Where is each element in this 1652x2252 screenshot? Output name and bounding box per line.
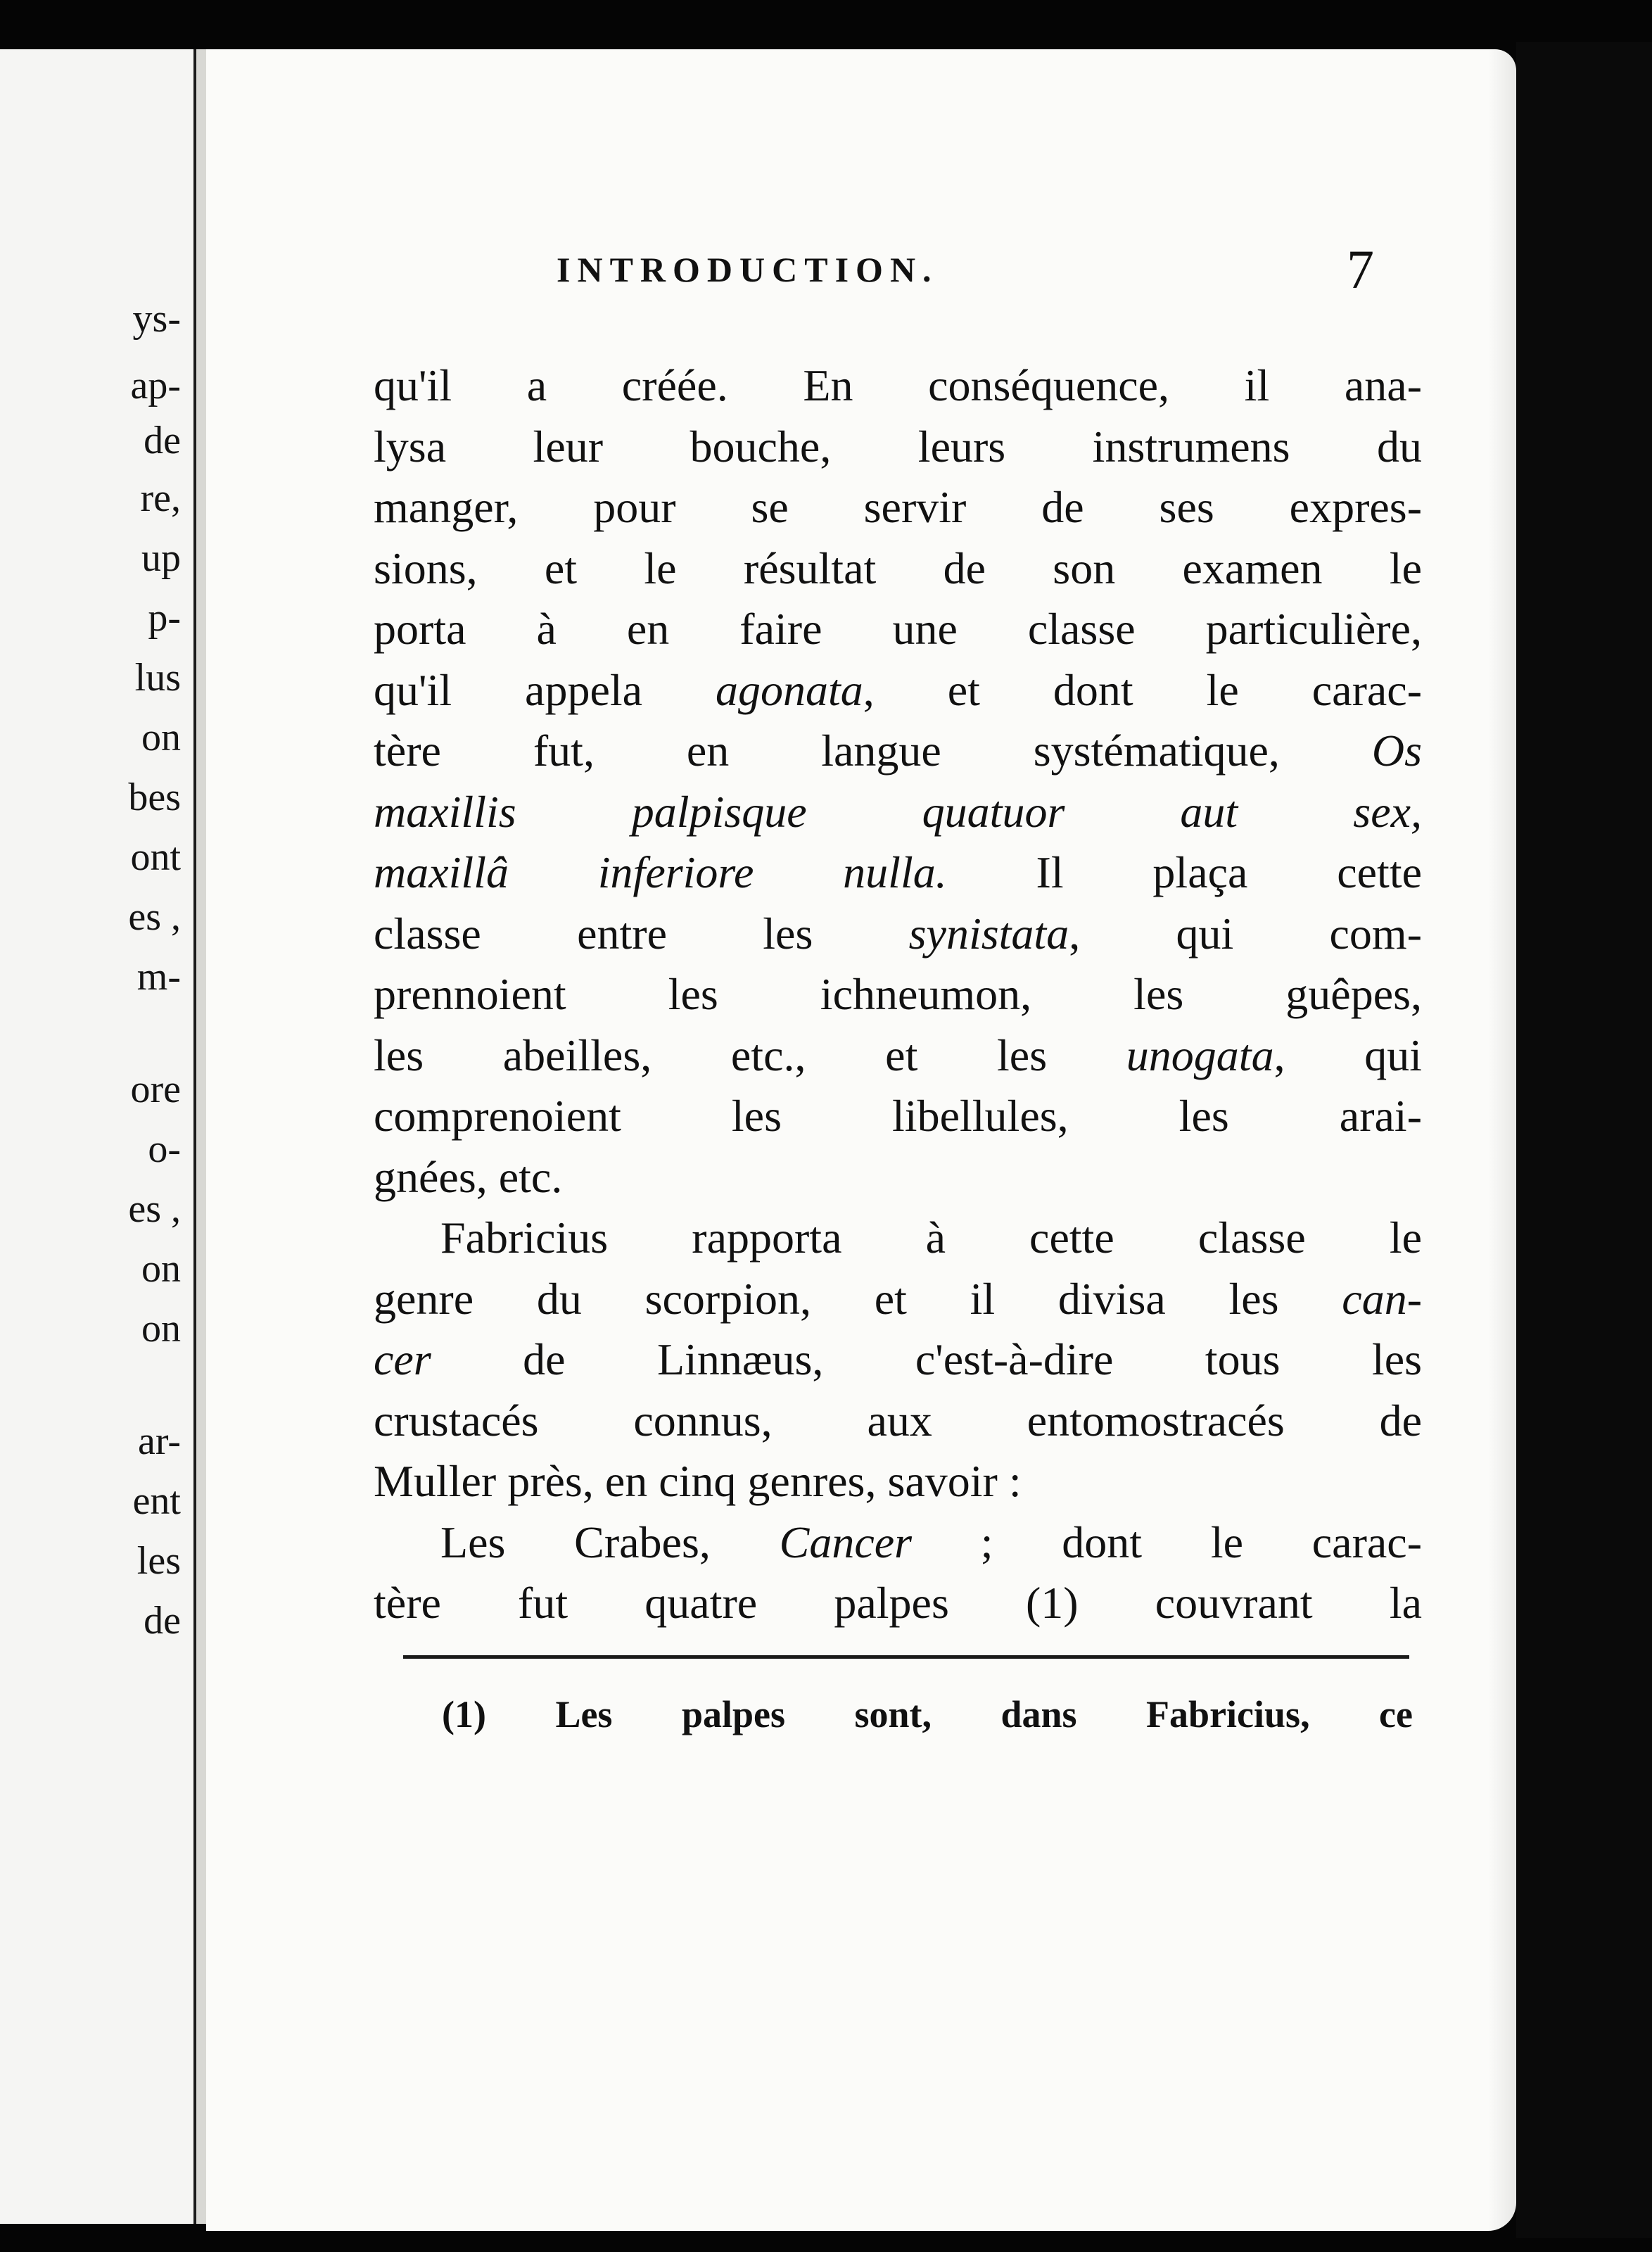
- left-margin-fragment: ont: [130, 835, 181, 879]
- text-segment: , qui: [1273, 1030, 1423, 1080]
- left-margin-fragment: ar-: [137, 1419, 181, 1463]
- text-line: [374, 1025, 1422, 1087]
- left-margin-fragment: les: [136, 1539, 181, 1583]
- page-edge-shadow: [1516, 42, 1652, 2238]
- text-line: [374, 538, 1422, 600]
- text-line: [374, 782, 1422, 843]
- italic-text: cer: [374, 1334, 431, 1384]
- footnote-rule: [403, 1655, 1409, 1659]
- text-line: [374, 964, 1422, 1025]
- left-margin-fragment: ys-: [132, 297, 181, 341]
- text-line: [374, 599, 1422, 660]
- text-segment: tère fut quatre palpes (1) couvrant la: [374, 1578, 1422, 1628]
- italic-text: agonata: [716, 664, 863, 715]
- text-segment: sions, et le résultat de son examen le: [374, 543, 1422, 593]
- body-text: [374, 355, 1422, 1634]
- text-segment: Fabricius rapporta à cette classe le: [440, 1213, 1422, 1263]
- left-margin-fragment: es ,: [128, 895, 181, 939]
- page-number: 7: [1347, 239, 1374, 300]
- text-segment: porta à en faire une classe particulière,: [374, 604, 1422, 654]
- text-segment: lysa leur bouche, leurs instrumens du: [374, 421, 1422, 472]
- text-line: [374, 1208, 1422, 1269]
- left-page: [0, 49, 196, 2224]
- left-margin-fragment: o-: [148, 1127, 181, 1171]
- italic-text: maxillâ inferiore nulla.: [374, 847, 947, 897]
- footnote: (1) Les palpes sont, dans Fabricius, ce: [442, 1693, 1413, 1735]
- left-margin-fragment: lus: [134, 656, 181, 700]
- italic-text: maxillis palpisque quatuor aut sex,: [374, 786, 1422, 837]
- left-margin-fragment: on: [141, 1247, 181, 1291]
- page-header: [382, 239, 1402, 301]
- left-margin-fragment: m-: [136, 955, 181, 999]
- left-margin-fragment: de: [144, 1599, 181, 1643]
- text-segment: crustacés connus, aux entomostracés de: [374, 1395, 1422, 1446]
- italic-text: synistata: [908, 908, 1069, 959]
- text-line: [374, 721, 1422, 782]
- book-gutter: [196, 49, 206, 2224]
- text-segment: , qui com-: [1069, 908, 1423, 959]
- italic-text: unogata: [1126, 1030, 1274, 1080]
- text-segment: Muller près, en cinq genres, savoir :: [374, 1456, 1022, 1506]
- text-segment: prennoient les ichneumon, les guêpes,: [374, 969, 1422, 1019]
- running-head: INTRODUCTION.: [557, 250, 939, 289]
- text-segment: tère fut, en langue systématique,: [374, 726, 1372, 776]
- text-line: [374, 1451, 1422, 1512]
- text-line: [374, 1269, 1422, 1330]
- text-line: [374, 1391, 1422, 1452]
- text-line: [374, 1086, 1422, 1147]
- left-margin-fragment: on: [141, 1307, 181, 1350]
- text-segment: les abeilles, etc., et les: [374, 1030, 1126, 1080]
- text-line: [374, 660, 1422, 721]
- text-line: [374, 1512, 1422, 1574]
- text-segment: qu'il a créée. En conséquence, il ana-: [374, 360, 1422, 410]
- text-segment: manger, pour se servir de ses expres-: [374, 482, 1422, 532]
- italic-text: Cancer: [779, 1517, 913, 1567]
- text-line: [374, 1147, 1422, 1208]
- text-line: [374, 355, 1422, 417]
- text-line: [374, 1573, 1422, 1634]
- left-margin-fragment: on: [141, 716, 181, 759]
- text-segment: classe entre les: [374, 908, 909, 959]
- text-segment: genre du scorpion, et il divisa les: [374, 1273, 1342, 1324]
- text-line: [374, 1329, 1422, 1391]
- text-segment: gnées, etc.: [374, 1151, 563, 1202]
- text-segment: Il plaça cette: [946, 847, 1423, 897]
- text-segment: qu'il appela: [374, 664, 716, 715]
- left-margin-fragment: p-: [148, 596, 181, 640]
- italic-text: Os: [1371, 726, 1422, 776]
- left-margin-fragment: re,: [140, 476, 181, 520]
- text-line: [374, 417, 1422, 478]
- left-margin-fragment: ore: [130, 1068, 181, 1111]
- text-line: [374, 842, 1422, 904]
- left-margin-fragment: ent: [132, 1479, 181, 1523]
- text-segment: , et dont le carac-: [863, 664, 1422, 715]
- text-line: [374, 904, 1422, 965]
- right-page: [206, 49, 1516, 2231]
- left-margin-fragment: bes: [128, 776, 181, 819]
- left-margin-fragment: es ,: [128, 1187, 181, 1231]
- left-margin-fragment: de: [144, 419, 181, 462]
- text-segment: ; dont le carac-: [912, 1517, 1423, 1567]
- left-margin-fragment: ap-: [130, 364, 181, 407]
- left-margin-fragment: up: [141, 536, 181, 580]
- text-segment: de Linnæus, c'est-à-dire tous les: [431, 1334, 1422, 1384]
- text-segment: Les Crabes,: [440, 1517, 780, 1567]
- text-line: [374, 477, 1422, 538]
- text-segment: comprenoient les libellules, les arai-: [374, 1091, 1422, 1141]
- italic-text: can-: [1342, 1273, 1422, 1324]
